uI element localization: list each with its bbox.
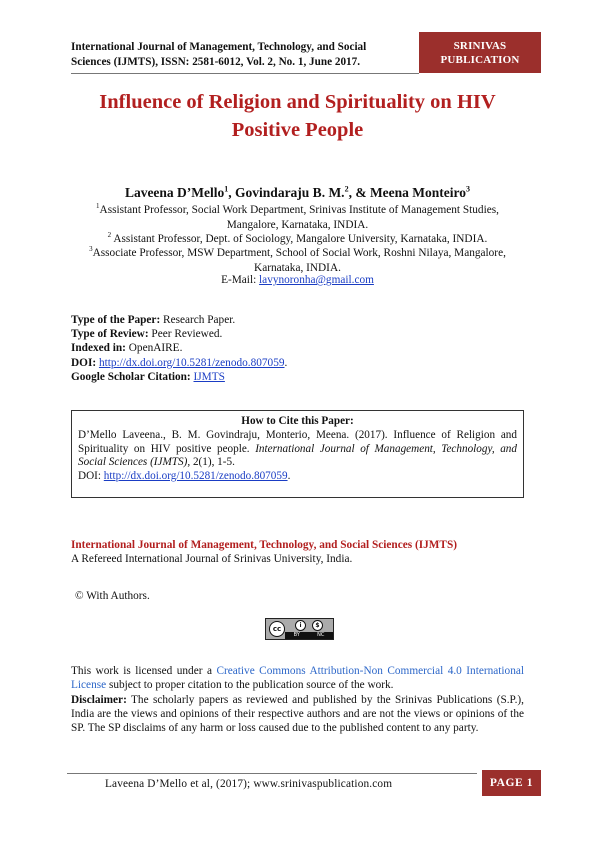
email-link[interactable]: lavynoronha@gmail.com <box>259 274 374 286</box>
scholar-link[interactable]: IJMTS <box>193 370 225 383</box>
email-label: E-Mail: <box>221 274 260 286</box>
affiliation-1-sup: 1 <box>96 202 100 211</box>
journal-header-line2: Sciences (IJMTS), ISSN: 2581-6012, Vol. 2, No. 1, June 2017. <box>71 56 361 68</box>
paper-type-value: Research Paper. <box>160 314 236 326</box>
cc-badge-strip <box>285 632 333 639</box>
disclaimer-text: The scholarly papers as reviewed and published by the Srinivas Publications (S.P.), India are the views and opinions of their respective authors and are not the views or opinions of the SP. The SP disclaims of any harm or loss caused due to the published content to any party. <box>71 693 524 735</box>
footer-citation: Laveena D’Mello et al, (2017); www.srinivaspublication.com <box>105 778 393 790</box>
attribution-icon: i <box>295 620 306 631</box>
review-type-label: Type of Review: <box>71 328 149 341</box>
publisher-badge <box>419 32 541 73</box>
citation-tail: 2(1), 1-5. <box>190 456 235 469</box>
disclaimer-label: Disclaimer: <box>71 693 127 706</box>
author-2-sup: 2 <box>344 184 349 194</box>
author-sep-2: , & <box>348 185 370 200</box>
affiliation-1-line2: Mangalore, Karnataka, INDIA. <box>226 218 369 231</box>
journal-subtitle: A Refereed International Journal of Srinivas University, India. <box>71 553 353 566</box>
citation-text <box>78 429 517 470</box>
citation-doi-label: DOI: <box>78 470 104 483</box>
affiliation-1 <box>71 203 524 232</box>
doi-label: DOI: <box>71 356 97 369</box>
cc-by-label: BY <box>293 632 300 638</box>
journal-info <box>71 538 541 567</box>
author-3: Meena Monteiro <box>369 185 467 200</box>
affiliation-3 <box>71 246 524 275</box>
scholar-label: Google Scholar Citation: <box>71 370 191 383</box>
journal-header-line1: International Journal of Management, Technology, and Social <box>71 41 367 53</box>
copyright-notice: © With Authors. <box>75 590 150 602</box>
publisher-badge-line1: SRINIVAS <box>453 39 507 52</box>
journal-header <box>71 40 411 70</box>
indexed-value: OpenAIRE. <box>125 342 183 355</box>
journal-name: International Journal of Management, Technology, and Social Sciences (IJMTS) <box>71 539 457 551</box>
citation-plain: D’Mello Laveena., B. M. Govindraju, Monterio, Meena. (2017). Influence of Religion and Spirituality on HIV positive people. <box>78 428 517 455</box>
doi-link[interactable]: http://dx.doi.org/10.5281/zenodo.807059 <box>98 356 285 369</box>
paper-type-label: Type of the Paper: <box>71 314 161 326</box>
affiliation-2 <box>71 232 524 247</box>
citation-doi-tail: . <box>287 470 291 483</box>
cc-license-badge[interactable] <box>265 618 334 640</box>
cc-badge-right <box>285 619 333 639</box>
paper-title <box>71 88 524 144</box>
citation-title: How to Cite this Paper: <box>241 415 354 427</box>
cc-icon: cc <box>269 621 285 637</box>
cc-nc-label: NC <box>317 632 325 638</box>
affiliation-1-line1: Assistant Professor, Social Work Department, Srinivas Institute of Management Studies, <box>99 204 499 216</box>
page-number-badge: PAGE 1 <box>482 770 541 796</box>
indexed-label: Indexed in: <box>71 342 126 355</box>
license-suffix: subject to proper citation to the publication source of the work. <box>106 679 394 692</box>
footer-divider <box>67 773 477 774</box>
citation-doi-link[interactable]: http://dx.doi.org/10.5281/zenodo.807059 <box>103 470 288 483</box>
affiliation-3-line2: Karnataka, INDIA. <box>254 261 341 274</box>
author-2: Govindaraju B. M. <box>235 185 345 200</box>
citation-box <box>71 410 524 498</box>
license-link[interactable]: Creative Commons Attribution-Non Commercial 4.0 International License <box>71 665 525 692</box>
publisher-badge-line2: PUBLICATION <box>440 53 520 66</box>
author-3-sup: 3 <box>466 184 471 194</box>
author-list <box>71 185 524 201</box>
affiliation-3-sup: 3 <box>89 245 93 254</box>
affiliation-2-line1: Assistant Professor, Dept. of Sociology, Mangalore University, Karnataka, INDIA. <box>111 233 488 245</box>
doi-tail: . <box>284 356 288 369</box>
header-divider <box>71 73 419 74</box>
author-sep-1: , <box>228 185 236 200</box>
author-1-sup: 1 <box>224 184 229 194</box>
affiliation-3-line1: Associate Professor, MSW Department, School of Social Work, Roshni Nilaya, Mangalore, <box>92 247 506 259</box>
affiliation-2-sup: 2 <box>107 231 112 240</box>
noncommercial-icon: $ <box>312 620 323 631</box>
license-prefix: This work is licensed under a <box>71 665 217 677</box>
review-type-value: Peer Reviewed. <box>148 328 223 341</box>
paper-title-line2: Positive People <box>231 119 364 141</box>
email-line <box>71 273 524 288</box>
license-text <box>71 664 524 735</box>
paper-title-line1: Influence of Religion and Spirituality on HIV <box>99 91 496 113</box>
paper-metadata <box>71 313 531 384</box>
author-1: Laveena D’Mello <box>124 185 225 200</box>
citation-journal: International Journal of Management, Technology, and Social Sciences (IJMTS), <box>78 442 517 469</box>
